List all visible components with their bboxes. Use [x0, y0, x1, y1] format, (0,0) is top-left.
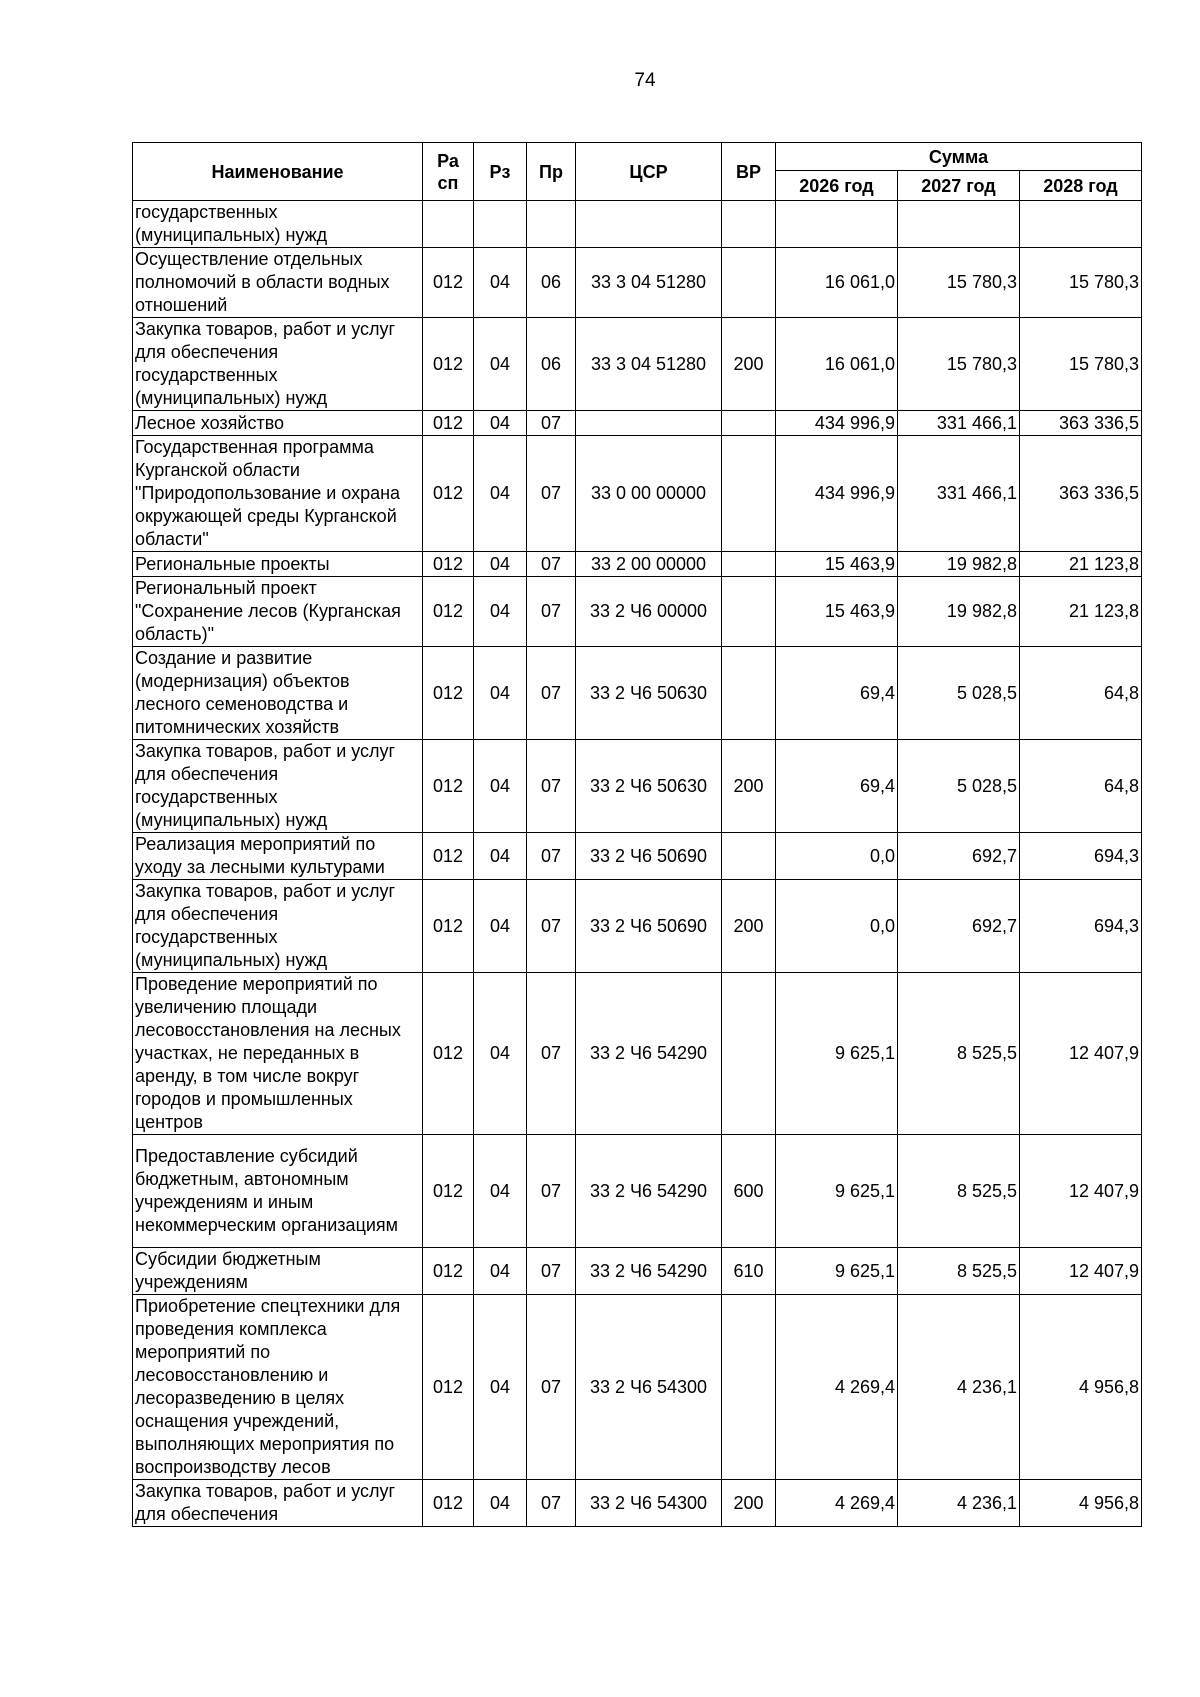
row-sum-2026: 0,0: [776, 880, 898, 973]
row-vr: [722, 833, 776, 880]
table-row: [133, 1295, 1142, 1480]
header-csr: ЦСР: [576, 143, 722, 201]
row-sum-2026: [776, 201, 898, 248]
row-sum-2028: 64,8: [1020, 647, 1142, 740]
row-pr: 07: [527, 552, 576, 577]
row-sum-2026: 69,4: [776, 740, 898, 833]
header-pr: Пр: [527, 143, 576, 201]
row-vr: [722, 552, 776, 577]
row-rz: 04: [474, 647, 527, 740]
row-rasp: 012: [423, 1480, 474, 1527]
row-vr: [722, 436, 776, 552]
row-rz: [474, 201, 527, 248]
row-rz: 04: [474, 248, 527, 318]
row-sum-2026: 9 625,1: [776, 973, 898, 1135]
row-sum-2026: 16 061,0: [776, 318, 898, 411]
table-header: [133, 143, 1142, 201]
row-sum-2027: 4 236,1: [898, 1295, 1020, 1480]
row-sum-2028: 694,3: [1020, 880, 1142, 973]
row-sum-2027: 15 780,3: [898, 248, 1020, 318]
table-row: [133, 1135, 1142, 1248]
row-sum-2027: 5 028,5: [898, 740, 1020, 833]
row-vr: [722, 647, 776, 740]
table-row: [133, 880, 1142, 973]
row-rz: 04: [474, 552, 527, 577]
row-csr: 33 2 Ч6 54290: [576, 1135, 722, 1248]
row-sum-2028: 4 956,8: [1020, 1480, 1142, 1527]
row-sum-2028: 15 780,3: [1020, 318, 1142, 411]
row-pr: 07: [527, 1295, 576, 1480]
row-vr: 200: [722, 1480, 776, 1527]
row-name: Лесное хозяйство: [133, 411, 423, 436]
row-csr: 33 2 Ч6 54300: [576, 1480, 722, 1527]
row-sum-2026: 15 463,9: [776, 577, 898, 647]
row-name: Приобретение спецтехники для проведения комплекса мероприятий по лесовосстановлению и лесоразведению в целях оснащения учреждений, выполняющих мероприятия по воспроизводству лесов: [133, 1295, 423, 1480]
row-rz: 04: [474, 1248, 527, 1295]
row-rasp: 012: [423, 1135, 474, 1248]
row-sum-2026: 4 269,4: [776, 1480, 898, 1527]
row-sum-2027: [898, 201, 1020, 248]
row-rz: 04: [474, 833, 527, 880]
row-pr: [527, 201, 576, 248]
row-csr: 33 2 00 00000: [576, 552, 722, 577]
row-rz: 04: [474, 880, 527, 973]
header-sum: Сумма: [776, 143, 1142, 171]
row-rz: 04: [474, 1135, 527, 1248]
row-pr: 07: [527, 411, 576, 436]
row-csr: 33 2 Ч6 50690: [576, 880, 722, 973]
row-sum-2027: 331 466,1: [898, 411, 1020, 436]
row-pr: 07: [527, 1135, 576, 1248]
row-name: Государственная программа Курганской области "Природопользование и охрана окружающей среды Курганской области": [133, 436, 423, 552]
row-sum-2026: 16 061,0: [776, 248, 898, 318]
row-sum-2027: 8 525,5: [898, 1248, 1020, 1295]
row-name: Закупка товаров, работ и услуг для обеспечения государственных (муниципальных) нужд: [133, 880, 423, 973]
row-sum-2026: 9 625,1: [776, 1135, 898, 1248]
row-sum-2028: 15 780,3: [1020, 248, 1142, 318]
row-sum-2028: [1020, 201, 1142, 248]
row-pr: 07: [527, 880, 576, 973]
row-rasp: 012: [423, 1248, 474, 1295]
row-rasp: 012: [423, 1295, 474, 1480]
row-rasp: [423, 201, 474, 248]
row-sum-2027: 15 780,3: [898, 318, 1020, 411]
row-vr: [722, 248, 776, 318]
row-csr: 33 3 04 51280: [576, 248, 722, 318]
row-name: Закупка товаров, работ и услуг для обеспечения государственных (муниципальных) нужд: [133, 318, 423, 411]
row-pr: 07: [527, 647, 576, 740]
row-sum-2028: 12 407,9: [1020, 1248, 1142, 1295]
row-sum-2028: 363 336,5: [1020, 436, 1142, 552]
row-sum-2027: 8 525,5: [898, 973, 1020, 1135]
row-rz: 04: [474, 577, 527, 647]
row-name: Субсидии бюджетным учреждениям: [133, 1248, 423, 1295]
row-csr: 33 0 00 00000: [576, 436, 722, 552]
header-name: Наименование: [133, 143, 423, 201]
row-rasp: 012: [423, 880, 474, 973]
row-name: Региональные проекты: [133, 552, 423, 577]
row-rz: 04: [474, 1480, 527, 1527]
row-sum-2027: 19 982,8: [898, 552, 1020, 577]
row-sum-2026: 4 269,4: [776, 1295, 898, 1480]
row-csr: 33 3 04 51280: [576, 318, 722, 411]
row-pr: 07: [527, 1480, 576, 1527]
row-rz: 04: [474, 318, 527, 411]
header-rz: Рз: [474, 143, 527, 201]
row-sum-2028: 12 407,9: [1020, 1135, 1142, 1248]
row-sum-2026: 434 996,9: [776, 436, 898, 552]
row-rasp: 012: [423, 318, 474, 411]
row-name: Реализация мероприятий по уходу за лесными культурами: [133, 833, 423, 880]
table-row: [133, 833, 1142, 880]
row-sum-2027: 4 236,1: [898, 1480, 1020, 1527]
row-rasp: 012: [423, 577, 474, 647]
row-sum-2028: 64,8: [1020, 740, 1142, 833]
row-sum-2027: 5 028,5: [898, 647, 1020, 740]
page-number: 74: [634, 70, 656, 91]
row-pr: 07: [527, 973, 576, 1135]
row-rasp: 012: [423, 740, 474, 833]
row-pr: 06: [527, 318, 576, 411]
row-name: Региональный проект "Сохранение лесов (Курганская область)": [133, 577, 423, 647]
row-rz: 04: [474, 973, 527, 1135]
row-rz: 04: [474, 411, 527, 436]
row-name: Осуществление отдельных полномочий в области водных отношений: [133, 248, 423, 318]
row-sum-2028: 21 123,8: [1020, 552, 1142, 577]
row-rasp: 012: [423, 552, 474, 577]
table-row: [133, 973, 1142, 1135]
row-vr: [722, 201, 776, 248]
row-name: государственных (муниципальных) нужд: [133, 201, 423, 248]
table-row: [133, 1248, 1142, 1295]
row-sum-2027: 692,7: [898, 833, 1020, 880]
row-name: Проведение мероприятий по увеличению площади лесовосстановления на лесных участках, не переданных в аренду, в том числе вокруг городов и промышленных центров: [133, 973, 423, 1135]
table-row: [133, 1480, 1142, 1527]
row-name: Закупка товаров, работ и услуг для обеспечения: [133, 1480, 423, 1527]
row-vr: 200: [722, 318, 776, 411]
row-vr: 200: [722, 740, 776, 833]
row-rasp: 012: [423, 647, 474, 740]
row-csr: 33 2 Ч6 50630: [576, 740, 722, 833]
header-rasp: Ра сп: [423, 143, 474, 201]
row-sum-2028: 694,3: [1020, 833, 1142, 880]
row-vr: 200: [722, 880, 776, 973]
row-rasp: 012: [423, 411, 474, 436]
row-sum-2028: 4 956,8: [1020, 1295, 1142, 1480]
row-rasp: 012: [423, 248, 474, 318]
row-pr: 07: [527, 577, 576, 647]
row-sum-2026: 434 996,9: [776, 411, 898, 436]
header-year-2028: 2028 год: [1020, 171, 1142, 201]
row-rz: 04: [474, 436, 527, 552]
row-csr: 33 2 Ч6 50690: [576, 833, 722, 880]
row-vr: [722, 1295, 776, 1480]
header-year-2027: 2027 год: [898, 171, 1020, 201]
row-sum-2027: 331 466,1: [898, 436, 1020, 552]
row-csr: 33 2 Ч6 00000: [576, 577, 722, 647]
row-sum-2027: 8 525,5: [898, 1135, 1020, 1248]
row-rz: 04: [474, 740, 527, 833]
row-csr: [576, 411, 722, 436]
row-rasp: 012: [423, 833, 474, 880]
row-csr: 33 2 Ч6 50630: [576, 647, 722, 740]
table-row: [133, 201, 1142, 248]
row-sum-2027: 692,7: [898, 880, 1020, 973]
table-row: [133, 248, 1142, 318]
row-rz: 04: [474, 1295, 527, 1480]
row-csr: [576, 201, 722, 248]
table-row: [133, 436, 1142, 552]
row-sum-2028: 21 123,8: [1020, 577, 1142, 647]
row-vr: [722, 973, 776, 1135]
row-sum-2026: 0,0: [776, 833, 898, 880]
row-pr: 07: [527, 833, 576, 880]
row-pr: 07: [527, 436, 576, 552]
table-row: [133, 411, 1142, 436]
table-row: [133, 318, 1142, 411]
row-csr: 33 2 Ч6 54290: [576, 973, 722, 1135]
table-row: [133, 740, 1142, 833]
row-sum-2026: 9 625,1: [776, 1248, 898, 1295]
row-sum-2028: 363 336,5: [1020, 411, 1142, 436]
header-vr: ВР: [722, 143, 776, 201]
row-name: Создание и развитие (модернизация) объектов лесного семеноводства и питомнических хозяйств: [133, 647, 423, 740]
table-row: [133, 552, 1142, 577]
row-sum-2026: 69,4: [776, 647, 898, 740]
budget-table: [132, 142, 1142, 1527]
row-vr: 610: [722, 1248, 776, 1295]
row-sum-2028: 12 407,9: [1020, 973, 1142, 1135]
row-sum-2026: 15 463,9: [776, 552, 898, 577]
row-vr: [722, 411, 776, 436]
row-rasp: 012: [423, 436, 474, 552]
row-name: Закупка товаров, работ и услуг для обеспечения государственных (муниципальных) нужд: [133, 740, 423, 833]
row-pr: 07: [527, 1248, 576, 1295]
header-year-2026: 2026 год: [776, 171, 898, 201]
row-vr: [722, 577, 776, 647]
row-csr: 33 2 Ч6 54300: [576, 1295, 722, 1480]
row-csr: 33 2 Ч6 54290: [576, 1248, 722, 1295]
table-body: [133, 201, 1142, 1527]
row-pr: 06: [527, 248, 576, 318]
table-row: [133, 577, 1142, 647]
row-vr: 600: [722, 1135, 776, 1248]
row-pr: 07: [527, 740, 576, 833]
row-rasp: 012: [423, 973, 474, 1135]
row-name: Предоставление субсидий бюджетным, автономным учреждениям и иным некоммерческим организациям: [133, 1135, 423, 1248]
table-row: [133, 647, 1142, 740]
row-sum-2027: 19 982,8: [898, 577, 1020, 647]
